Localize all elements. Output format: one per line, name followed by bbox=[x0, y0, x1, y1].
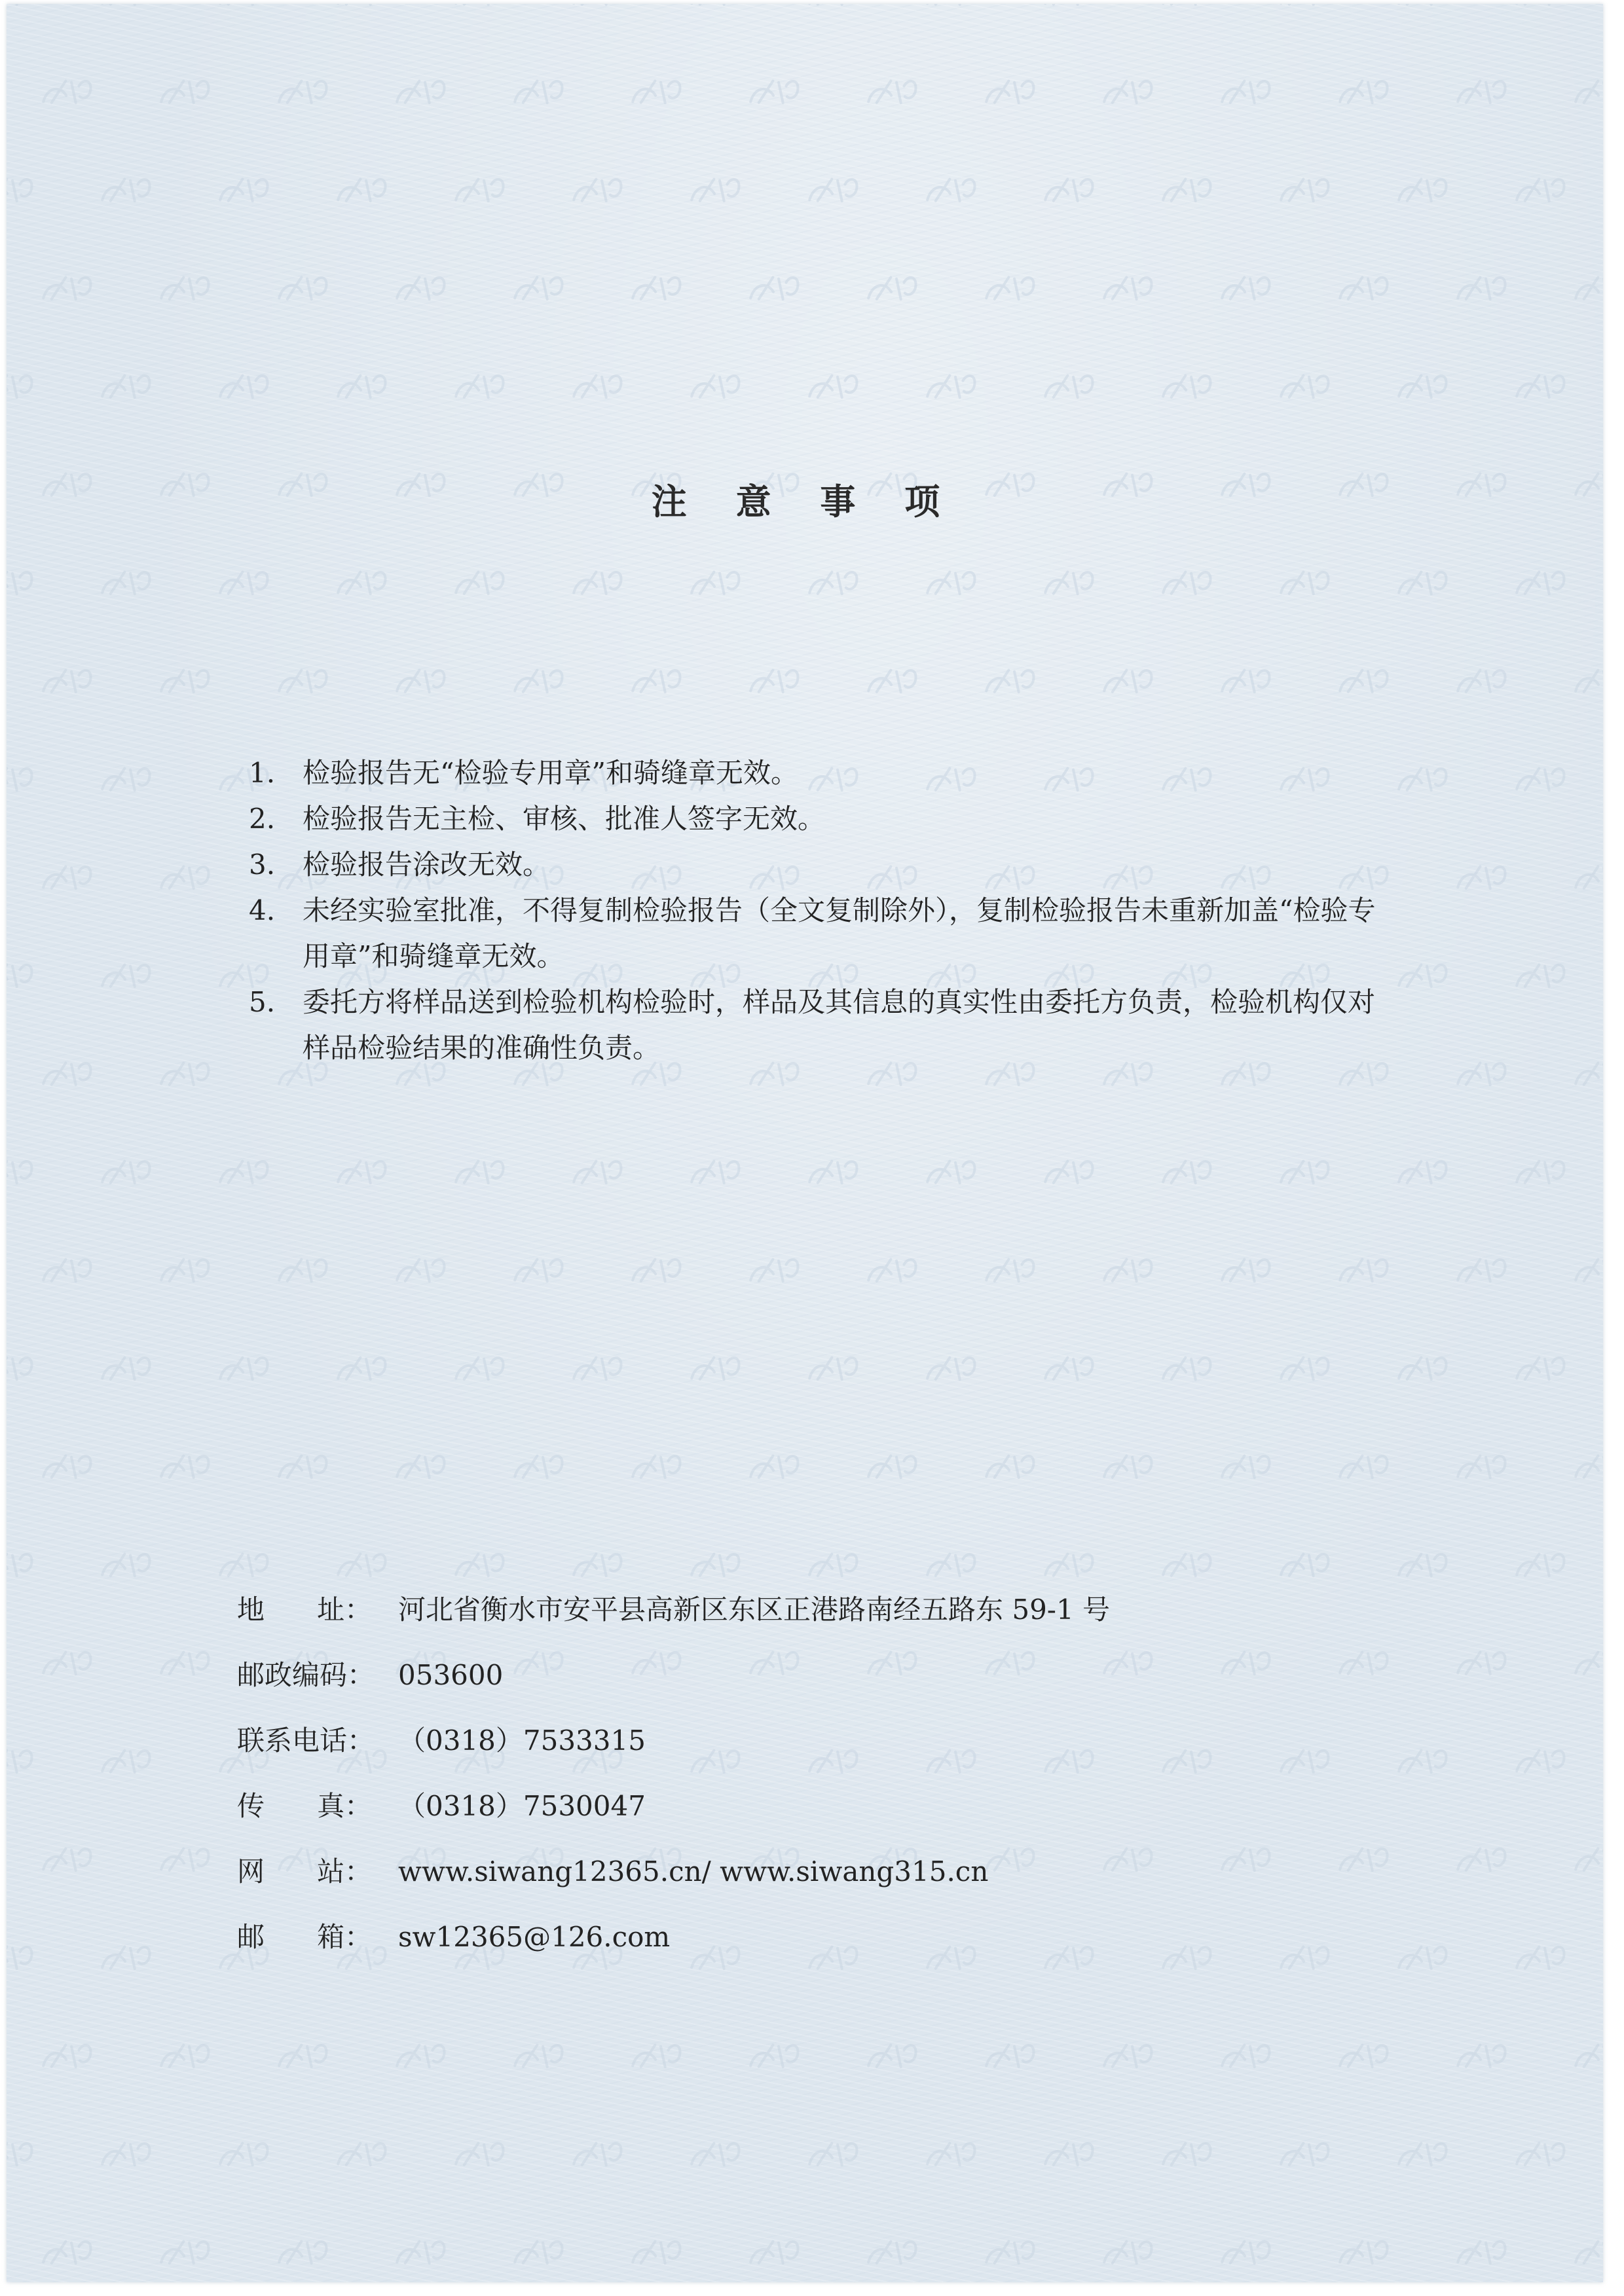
watermark-motif bbox=[1572, 1058, 1603, 1091]
watermark-motif bbox=[1337, 1254, 1390, 1288]
watermark-motif bbox=[688, 1353, 741, 1386]
watermark-motif bbox=[1572, 272, 1603, 306]
watermark-motif bbox=[688, 4, 741, 11]
watermark-motif bbox=[806, 2138, 859, 2172]
note-number: 3. bbox=[249, 848, 276, 881]
watermark-motif bbox=[217, 371, 270, 404]
watermark-motif bbox=[806, 371, 859, 404]
watermark-motif bbox=[1513, 1745, 1566, 1779]
watermark-motif bbox=[1160, 371, 1213, 404]
watermark-motif bbox=[629, 2236, 682, 2270]
watermark-motif bbox=[158, 76, 211, 109]
watermark-motif bbox=[983, 1451, 1036, 1484]
watermark-motif bbox=[276, 2236, 329, 2270]
watermark-motif bbox=[1513, 371, 1566, 404]
watermark-motif bbox=[1395, 2138, 1449, 2172]
watermark-motif bbox=[1160, 1549, 1213, 1582]
watermark-motif bbox=[1454, 1254, 1507, 1288]
watermark-motif bbox=[158, 1451, 211, 1484]
watermark-motif bbox=[806, 1353, 859, 1386]
watermark-motif bbox=[1513, 567, 1566, 600]
watermark-motif bbox=[335, 1353, 388, 1386]
watermark-motif bbox=[747, 1254, 800, 1288]
note-number: 4. bbox=[249, 894, 276, 926]
watermark-motif bbox=[570, 1156, 623, 1190]
watermark-motif bbox=[99, 2138, 152, 2172]
watermark-motif bbox=[1337, 2040, 1390, 2073]
note-item bbox=[249, 842, 1401, 888]
watermark-motif bbox=[335, 371, 388, 404]
watermark-motif bbox=[335, 1156, 388, 1190]
watermark-motif bbox=[217, 174, 270, 208]
watermark-motif bbox=[452, 1549, 506, 1582]
watermark-motif bbox=[40, 1451, 93, 1484]
watermark-motif bbox=[452, 371, 506, 404]
contact-label: 地 址： bbox=[237, 1594, 373, 1626]
watermark-motif bbox=[7, 1745, 35, 1779]
watermark-motif bbox=[688, 174, 741, 208]
watermark-motif bbox=[1042, 371, 1095, 404]
watermark-motif bbox=[688, 371, 741, 404]
watermark-motif bbox=[1160, 4, 1213, 11]
contact-phone bbox=[237, 1719, 1481, 1785]
watermark-motif bbox=[1101, 76, 1154, 109]
watermark-motif bbox=[1572, 2040, 1603, 2073]
watermark-motif bbox=[99, 763, 152, 797]
watermark-motif bbox=[1219, 1451, 1272, 1484]
contact-address bbox=[237, 1588, 1481, 1654]
watermark-motif bbox=[688, 2138, 741, 2172]
watermark-motif bbox=[1101, 1254, 1154, 1288]
watermark-motif bbox=[1454, 2040, 1507, 2073]
watermark-motif bbox=[865, 76, 918, 109]
watermark-motif bbox=[1454, 2236, 1507, 2270]
watermark-motif bbox=[7, 960, 35, 993]
watermark-motif bbox=[1572, 1647, 1603, 1681]
watermark-motif bbox=[158, 2236, 211, 2270]
watermark-motif bbox=[99, 1549, 152, 1582]
watermark-motif bbox=[1278, 174, 1331, 208]
watermark-motif bbox=[158, 2040, 211, 2073]
watermark-motif bbox=[276, 76, 329, 109]
watermark-motif bbox=[865, 1451, 918, 1484]
watermark-motif bbox=[1101, 2040, 1154, 2073]
watermark-motif bbox=[335, 174, 388, 208]
watermark-motif bbox=[1454, 272, 1507, 306]
watermark-motif bbox=[217, 2138, 270, 2172]
watermark-motif bbox=[99, 960, 152, 993]
watermark-motif bbox=[747, 2040, 800, 2073]
watermark-motif bbox=[924, 174, 977, 208]
watermark-motif bbox=[1101, 665, 1154, 699]
watermark-motif bbox=[40, 1647, 93, 1681]
watermark-motif bbox=[7, 763, 35, 797]
watermark-motif bbox=[7, 1549, 35, 1582]
watermark-motif bbox=[1101, 272, 1154, 306]
watermark-motif bbox=[1101, 2236, 1154, 2270]
watermark-motif bbox=[511, 665, 564, 699]
watermark-motif bbox=[217, 1156, 270, 1190]
watermark-motif bbox=[1454, 76, 1507, 109]
watermark-motif bbox=[1042, 4, 1095, 11]
watermark-motif bbox=[99, 1942, 152, 1975]
contact-value: （0318）7533315 bbox=[398, 1724, 646, 1757]
watermark-motif bbox=[1337, 2236, 1390, 2270]
watermark-motif bbox=[924, 2138, 977, 2172]
watermark-motif bbox=[1395, 4, 1449, 11]
watermark-motif bbox=[1278, 1353, 1331, 1386]
watermark-motif bbox=[570, 567, 623, 600]
watermark-motif bbox=[99, 174, 152, 208]
contact-label: 联系电话： bbox=[237, 1724, 375, 1757]
watermark-motif bbox=[1160, 567, 1213, 600]
watermark-motif bbox=[1219, 2040, 1272, 2073]
watermark-motif bbox=[1337, 76, 1390, 109]
watermark-motif bbox=[570, 371, 623, 404]
watermark-motif bbox=[1454, 1058, 1507, 1091]
watermark-motif bbox=[983, 272, 1036, 306]
watermark-motif bbox=[865, 665, 918, 699]
watermark-motif bbox=[158, 665, 211, 699]
watermark-motif bbox=[629, 1254, 682, 1288]
watermark-motif bbox=[983, 2236, 1036, 2270]
note-text: 检验报告无“检验专用章”和骑缝章无效。 bbox=[303, 757, 798, 789]
watermark-motif bbox=[747, 2236, 800, 2270]
watermark-motif bbox=[40, 665, 93, 699]
watermark-motif bbox=[1513, 174, 1566, 208]
watermark-motif bbox=[1572, 76, 1603, 109]
contact-website bbox=[237, 1850, 1481, 1916]
watermark-motif bbox=[1278, 567, 1331, 600]
watermark-motif bbox=[806, 174, 859, 208]
watermark-motif bbox=[570, 1353, 623, 1386]
watermark-motif bbox=[983, 76, 1036, 109]
watermark-motif bbox=[1042, 1156, 1095, 1190]
watermark-motif bbox=[452, 2138, 506, 2172]
watermark-motif bbox=[452, 174, 506, 208]
watermark-motif bbox=[1395, 960, 1449, 993]
watermark-motif bbox=[158, 1254, 211, 1288]
watermark-motif bbox=[570, 2138, 623, 2172]
watermark-motif bbox=[1572, 1844, 1603, 1877]
note-text: 检验报告无主检、审核、批准人签字无效。 bbox=[303, 803, 826, 835]
watermark-motif bbox=[40, 1058, 93, 1091]
watermark-motif bbox=[1278, 1549, 1331, 1582]
watermark-motif bbox=[1042, 174, 1095, 208]
watermark-motif bbox=[394, 665, 447, 699]
watermark-motif bbox=[924, 4, 977, 11]
watermark-motif bbox=[7, 567, 35, 600]
watermark-motif bbox=[7, 1353, 35, 1386]
watermark-motif bbox=[1513, 1942, 1566, 1975]
contact-value: 河北省衡水市安平县高新区东区正港路南经五路东 59-1 号 bbox=[398, 1594, 1111, 1626]
watermark-motif bbox=[806, 4, 859, 11]
watermark-motif bbox=[806, 1549, 859, 1582]
watermark-motif bbox=[217, 567, 270, 600]
watermark-motif bbox=[276, 665, 329, 699]
watermark-motif bbox=[99, 1156, 152, 1190]
contact-fax bbox=[237, 1785, 1481, 1850]
watermark-motif bbox=[99, 1353, 152, 1386]
watermark-motif bbox=[1395, 371, 1449, 404]
note-number: 5. bbox=[249, 986, 276, 1018]
watermark-motif bbox=[1101, 1451, 1154, 1484]
contact-postcode bbox=[237, 1654, 1481, 1719]
watermark-motif bbox=[1042, 567, 1095, 600]
watermark-motif bbox=[629, 1451, 682, 1484]
watermark-motif bbox=[99, 567, 152, 600]
watermark-motif bbox=[1395, 1353, 1449, 1386]
watermark-motif bbox=[688, 567, 741, 600]
watermark-motif bbox=[511, 1451, 564, 1484]
watermark-motif bbox=[1337, 272, 1390, 306]
watermark-motif bbox=[1454, 862, 1507, 895]
watermark-motif bbox=[335, 2138, 388, 2172]
watermark-motif bbox=[99, 1745, 152, 1779]
watermark-motif bbox=[1395, 1156, 1449, 1190]
watermark-motif bbox=[983, 2040, 1036, 2073]
watermark-motif bbox=[629, 76, 682, 109]
watermark-motif bbox=[1337, 665, 1390, 699]
watermark-motif bbox=[40, 862, 93, 895]
watermark-motif bbox=[40, 2040, 93, 2073]
watermark-motif bbox=[865, 1254, 918, 1288]
watermark-motif bbox=[452, 567, 506, 600]
watermark-motif bbox=[1278, 4, 1331, 11]
note-number: 2. bbox=[249, 803, 276, 835]
watermark-motif bbox=[1160, 2138, 1213, 2172]
watermark-motif bbox=[688, 1549, 741, 1582]
watermark-motif bbox=[1042, 2138, 1095, 2172]
contact-value: www.siwang12365.cn/ www.siwang315.cn bbox=[398, 1855, 989, 1887]
watermark-motif bbox=[394, 2236, 447, 2270]
note-item bbox=[249, 888, 1401, 979]
watermark-motif bbox=[747, 76, 800, 109]
watermark-motif bbox=[1160, 174, 1213, 208]
watermark-motif bbox=[158, 1844, 211, 1877]
watermark-motif bbox=[7, 371, 35, 404]
watermark-motif bbox=[1572, 862, 1603, 895]
watermark-motif bbox=[7, 4, 35, 11]
watermark-motif bbox=[1395, 174, 1449, 208]
watermark-motif bbox=[7, 2138, 35, 2172]
watermark-motif bbox=[452, 1353, 506, 1386]
note-text: 未经实验室批准，不得复制检验报告（全文复制除外），复制检验报告未重新加盖“检验专用章”和骑缝章无效。 bbox=[303, 894, 1376, 972]
note-text: 检验报告涂改无效。 bbox=[303, 848, 551, 881]
watermark-motif bbox=[335, 567, 388, 600]
watermark-motif bbox=[865, 2236, 918, 2270]
watermark-motif bbox=[1395, 763, 1449, 797]
watermark-motif bbox=[511, 272, 564, 306]
watermark-motif bbox=[158, 1647, 211, 1681]
contact-value: sw12365@126.com bbox=[398, 1921, 671, 1953]
watermark-motif bbox=[1278, 1156, 1331, 1190]
watermark-motif bbox=[1572, 2236, 1603, 2270]
watermark-motif bbox=[511, 2236, 564, 2270]
watermark-motif bbox=[40, 2236, 93, 2270]
watermark-motif bbox=[1513, 1353, 1566, 1386]
watermark-motif bbox=[276, 272, 329, 306]
watermark-motif bbox=[40, 1254, 93, 1288]
watermark-motif bbox=[747, 1451, 800, 1484]
document-page bbox=[7, 4, 1603, 2282]
watermark-motif bbox=[1513, 1156, 1566, 1190]
watermark-motif bbox=[1219, 1254, 1272, 1288]
watermark-motif bbox=[747, 665, 800, 699]
watermark-motif bbox=[983, 665, 1036, 699]
note-number: 1. bbox=[249, 757, 276, 789]
watermark-motif bbox=[511, 1254, 564, 1288]
watermark-motif bbox=[983, 1254, 1036, 1288]
contact-label: 传 真： bbox=[237, 1790, 373, 1822]
watermark-motif bbox=[217, 1549, 270, 1582]
watermark-motif bbox=[7, 1942, 35, 1975]
watermark-motif bbox=[1160, 1156, 1213, 1190]
watermark-motif bbox=[924, 1353, 977, 1386]
watermark-motif bbox=[1513, 763, 1566, 797]
watermark-motif bbox=[1513, 4, 1566, 11]
watermark-motif bbox=[452, 4, 506, 11]
watermark-motif bbox=[511, 2040, 564, 2073]
watermark-motif bbox=[276, 1254, 329, 1288]
note-item bbox=[249, 979, 1401, 1071]
notes-list bbox=[249, 750, 1401, 1071]
watermark-motif bbox=[99, 4, 152, 11]
watermark-motif bbox=[924, 371, 977, 404]
note-text: 委托方将样品送到检验机构检验时，样品及其信息的真实性由委托方负责，检验机构仅对样品检验结果的准确性负责。 bbox=[303, 986, 1376, 1064]
watermark-motif bbox=[629, 2040, 682, 2073]
watermark-motif bbox=[40, 1844, 93, 1877]
watermark-motif bbox=[1454, 665, 1507, 699]
watermark-motif bbox=[1219, 272, 1272, 306]
watermark-motif bbox=[452, 1156, 506, 1190]
watermark-motif bbox=[1395, 1549, 1449, 1582]
watermark-motif bbox=[217, 1353, 270, 1386]
contact-value: 053600 bbox=[398, 1659, 504, 1691]
page-title: 注 意 事 项 bbox=[651, 481, 959, 522]
contact-email bbox=[237, 1916, 1481, 1981]
watermark-motif bbox=[1219, 2236, 1272, 2270]
watermark-motif bbox=[865, 2040, 918, 2073]
watermark-motif bbox=[924, 1156, 977, 1190]
watermark-motif bbox=[1278, 2138, 1331, 2172]
watermark-motif bbox=[511, 76, 564, 109]
contact-info bbox=[237, 1588, 1481, 1981]
watermark-motif bbox=[394, 1254, 447, 1288]
watermark-motif bbox=[217, 4, 270, 11]
watermark-motif bbox=[747, 272, 800, 306]
watermark-motif bbox=[335, 1549, 388, 1582]
watermark-motif bbox=[806, 1156, 859, 1190]
watermark-motif bbox=[1513, 960, 1566, 993]
watermark-motif bbox=[158, 862, 211, 895]
watermark-motif bbox=[1454, 1451, 1507, 1484]
watermark-motif bbox=[924, 1549, 977, 1582]
watermark-motif bbox=[1042, 1549, 1095, 1582]
watermark-motif bbox=[158, 272, 211, 306]
watermark-motif bbox=[570, 4, 623, 11]
watermark-motif bbox=[394, 76, 447, 109]
watermark-motif bbox=[924, 567, 977, 600]
watermark-motif bbox=[1572, 1451, 1603, 1484]
watermark-motif bbox=[1278, 371, 1331, 404]
watermark-motif bbox=[629, 665, 682, 699]
watermark-motif bbox=[394, 1451, 447, 1484]
watermark-motif bbox=[276, 1451, 329, 1484]
watermark-motif bbox=[335, 4, 388, 11]
watermark-motif bbox=[1395, 567, 1449, 600]
watermark-motif bbox=[1042, 1353, 1095, 1386]
watermark-motif bbox=[7, 1156, 35, 1190]
note-item bbox=[249, 750, 1401, 796]
watermark-motif bbox=[276, 2040, 329, 2073]
watermark-motif bbox=[99, 371, 152, 404]
watermark-motif bbox=[1572, 665, 1603, 699]
watermark-motif bbox=[1337, 1451, 1390, 1484]
contact-label: 网 站： bbox=[237, 1855, 373, 1887]
watermark-motif bbox=[158, 1058, 211, 1091]
watermark-motif bbox=[1572, 1254, 1603, 1288]
watermark-motif bbox=[806, 567, 859, 600]
watermark-motif bbox=[394, 2040, 447, 2073]
watermark-motif bbox=[629, 272, 682, 306]
watermark-motif bbox=[1219, 76, 1272, 109]
contact-label: 邮政编码： bbox=[237, 1659, 375, 1691]
watermark-motif bbox=[1513, 1549, 1566, 1582]
watermark-motif bbox=[865, 272, 918, 306]
watermark-motif bbox=[570, 174, 623, 208]
watermark-motif bbox=[40, 272, 93, 306]
contact-label: 邮 箱： bbox=[237, 1921, 373, 1953]
watermark-motif bbox=[1513, 2138, 1566, 2172]
watermark-motif bbox=[570, 1549, 623, 1582]
watermark-motif bbox=[1160, 1353, 1213, 1386]
note-item bbox=[249, 796, 1401, 842]
watermark-motif bbox=[7, 174, 35, 208]
contact-value: （0318）7530047 bbox=[398, 1790, 646, 1822]
watermark-motif bbox=[688, 1156, 741, 1190]
watermark-motif bbox=[40, 76, 93, 109]
watermark-motif bbox=[394, 272, 447, 306]
watermark-motif bbox=[1219, 665, 1272, 699]
